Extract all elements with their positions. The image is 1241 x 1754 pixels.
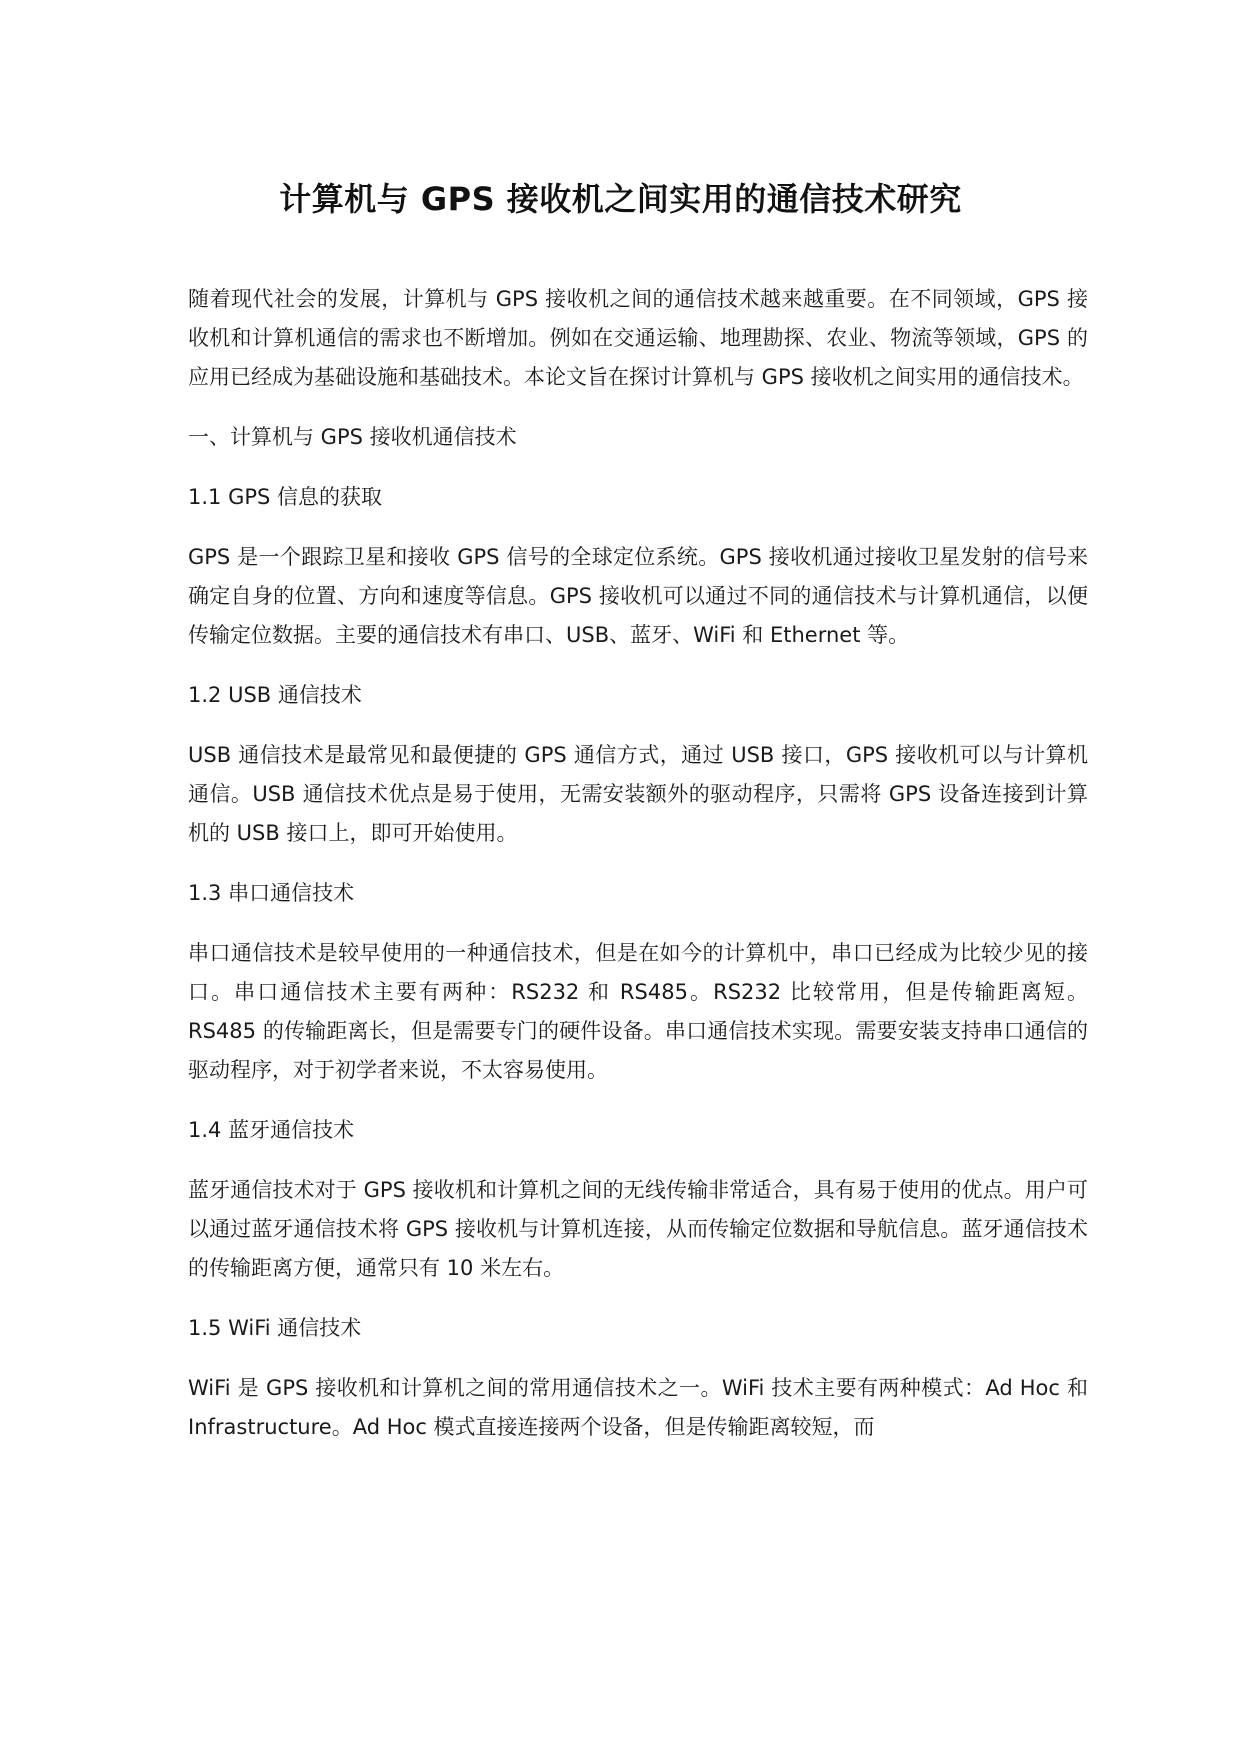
paragraph-usb: USB 通信技术是最常见和最便捷的 GPS 通信方式，通过 USB 接口，GPS 接收机可以与计算机通信。USB 通信技术优点是易于使用，无需安装额外的驱动程序，只需将 GPS 设备连接到计算机的 USB 接口上，即可开始使用。 [188, 743, 1089, 845]
section-heading-1: 一、计算机与 GPS 接收机通信技术 [188, 425, 517, 449]
document-title: 计算机与 GPS 接收机之间实用的通信技术研究 [279, 180, 962, 218]
subsection-heading-1-2: 1.2 USB 通信技术 [188, 683, 362, 707]
paragraph-bluetooth: 蓝牙通信技术对于 GPS 接收机和计算机之间的无线传输非常适合，具有易于使用的优点。用户可以通过蓝牙通信技术将 GPS 接收机与计算机连接，从而传输定位数据和导航信息。蓝牙通信技术的传输距离方便，通常只有 10 米左右。 [188, 1178, 1088, 1280]
paragraph-serial: 串口通信技术是较早使用的一种通信技术，但是在如今的计算机中，串口已经成为比较少见的接口。串口通信技术主要有两种：RS232 和 RS485。RS232 比较常用，但是传输距离短。RS485 的传输距离长，但是需要专门的硬件设备。串口通信技术实现。需要安装支持串口通信的驱动程序，对于初学者来说，不太容易使用。 [188, 941, 1088, 1082]
document-body [188, 280, 1088, 1468]
subsection-heading-1-5: 1.5 WiFi 通信技术 [188, 1316, 362, 1340]
subsection-heading-1-4: 1.4 蓝牙通信技术 [188, 1118, 355, 1142]
subsection-heading-1-3: 1.3 串口通信技术 [188, 881, 355, 905]
paragraph-intro: 随着现代社会的发展，计算机与 GPS 接收机之间的通信技术越来越重要。在不同领域，GPS 接收机和计算机通信的需求也不断增加。例如在交通运输、地理勘探、农业、物流等领域，GPS 的应用已经成为基础设施和基础技术。本论文旨在探讨计算机与 GPS 接收机之间实用的通信技术。 [188, 287, 1088, 389]
paragraph-wifi: WiFi 是 GPS 接收机和计算机之间的常用通信技术之一。WiFi 技术主要有两种模式：Ad Hoc 和 Infrastructure。Ad Hoc 模式直接连接两个设备，但是传输距离较短，而 [188, 1376, 1088, 1439]
subsection-heading-1-1: 1.1 GPS 信息的获取 [188, 485, 383, 509]
paragraph-gps-info: GPS 是一个跟踪卫星和接收 GPS 信号的全球定位系统。GPS 接收机通过接收卫星发射的信号来确定自身的位置、方向和速度等信息。GPS 接收机可以通过不同的通信技术与计算机通信，以便传输定位数据。主要的通信技术有串口、USB、蓝牙、WiFi 和 Ethernet 等。 [188, 545, 1088, 647]
